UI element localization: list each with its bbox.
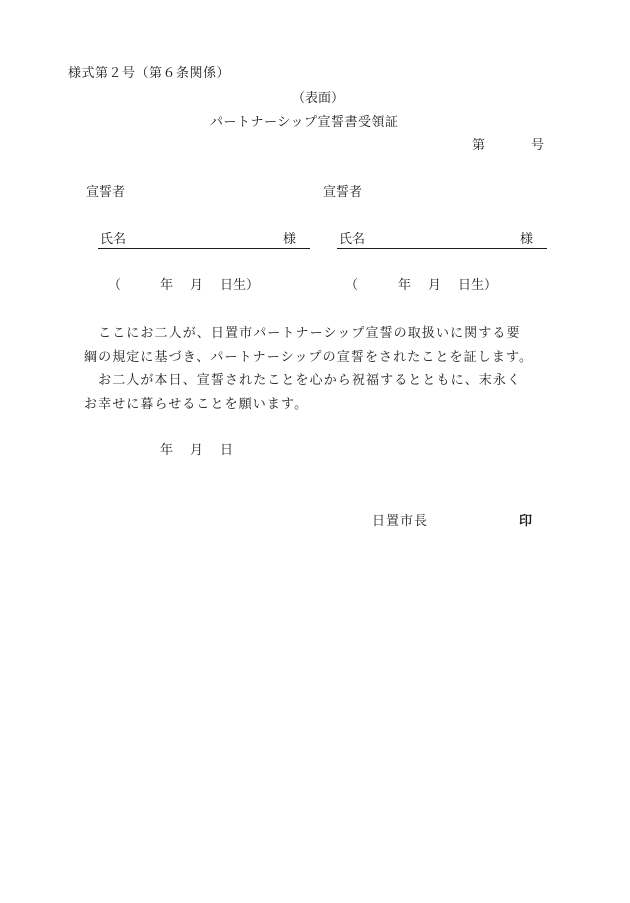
- declarant-2-honorific: 様: [519, 232, 533, 247]
- declarant-2-birth-day: 日生）: [458, 278, 498, 293]
- certificate-number-suffix: 号: [531, 138, 545, 153]
- declarant-2-label: 宣誓者: [323, 185, 363, 200]
- blessing-line-2: お幸せに暮らせることを願います。: [84, 396, 309, 412]
- issue-date-month: 月: [190, 443, 204, 458]
- declarant-1-birth-year: 年: [160, 278, 174, 293]
- declarant-1-label: 宣誓者: [86, 185, 126, 200]
- declarant-2-birth-year: 年: [398, 278, 412, 293]
- declarant-2-birth-open: （: [345, 278, 359, 293]
- blessing-line-1: お二人が本日、宣誓されたことを心から祝福するとともに、末永く: [84, 373, 522, 388]
- certification-paragraph: [84, 322, 564, 369]
- issue-date-year: 年: [160, 443, 174, 458]
- declarant-2-name-field[interactable]: [337, 232, 547, 249]
- declarant-2-name-label: 氏名: [339, 232, 366, 247]
- certification-line-2: 綱の規定に基づき、パートナーシップの宣誓をされたことを証します。: [84, 349, 534, 365]
- seal-mark: 印: [519, 514, 533, 529]
- certification-line-1: ここにお二人が、日置市パートナーシップ宣誓の取扱いに関する要: [84, 326, 521, 341]
- side-label: （表面）: [292, 91, 345, 106]
- declarant-1-birth-month: 月: [190, 278, 204, 293]
- declarant-1-birth-day: 日生）: [220, 278, 260, 293]
- issue-date-day: 日: [220, 443, 234, 458]
- declarant-1-honorific: 様: [282, 232, 296, 247]
- document-title: パートナーシップ宣誓書受領証: [210, 115, 399, 130]
- declarant-1-birth-open: （: [108, 278, 122, 293]
- mayor-title: 日置市長: [372, 514, 429, 529]
- certificate-number-prefix: 第: [472, 138, 486, 153]
- declarant-1-name-field[interactable]: [98, 232, 310, 249]
- blessing-paragraph: [84, 369, 564, 416]
- form-number: 様式第２号（第６条関係）: [68, 66, 231, 81]
- declarant-1-name-label: 氏名: [100, 232, 127, 247]
- declarant-2-birth-month: 月: [428, 278, 442, 293]
